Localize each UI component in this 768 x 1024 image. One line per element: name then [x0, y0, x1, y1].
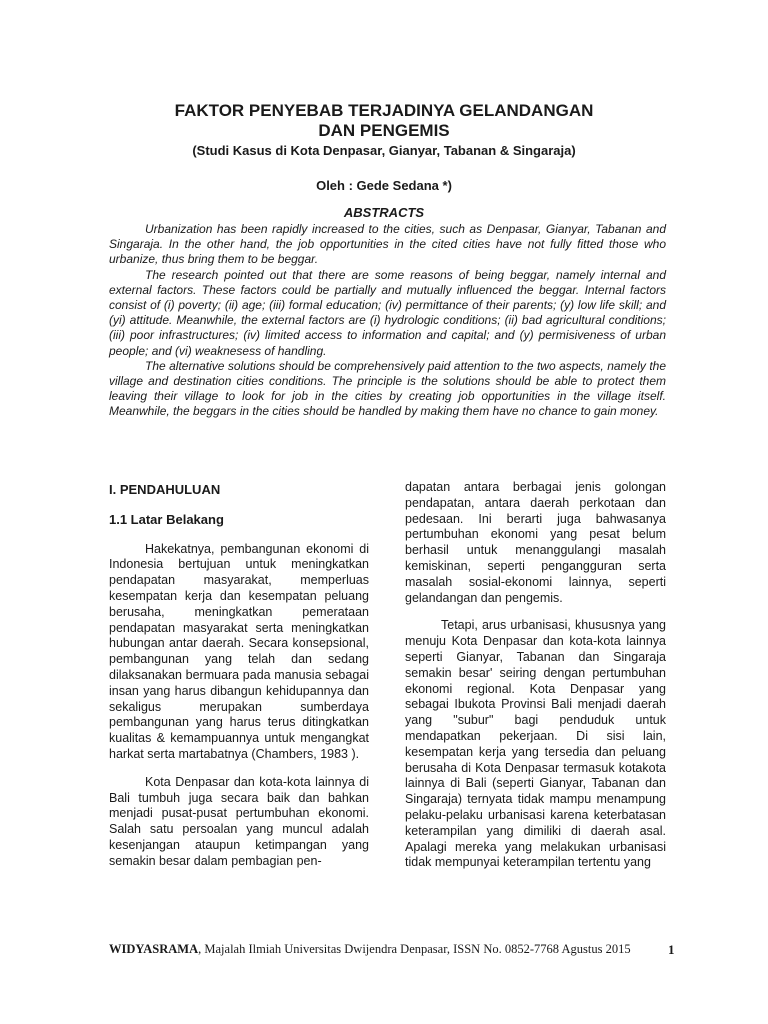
abstract-heading: ABSTRACTS — [343, 205, 425, 220]
title-line-2: DAN PENGEMIS — [318, 121, 450, 140]
section-heading: I. PENDAHULUAN — [109, 482, 221, 497]
abstract-paragraph-1: Urbanization has been rapidly increased to the cities, such as Denpasar, Gianyar, Tabanan and Singaraja. In the other hand, the job opportunities in the cited cities have not fully fitted those who urbanize, thus bring them to be beggar. — [109, 222, 666, 267]
author-line: Oleh : Gede Sedana *) — [316, 178, 452, 193]
page-footer — [109, 942, 649, 957]
body-paragraph-3: Tetapi, arus urbanisasi, khususnya yang menuju Kota Denpasar dan kota-kota lainnya seperti Gianyar, Tabanan dan Singaraja semakin besar' seiring dengan pertumbuhan ekonomi regional. Kota Denpasar yang sebagai Ibukota Provinsi Bali menjadi daerah yang "subur" bagi penduduk untuk mendapatkan pekerjaan. Di sisi lain, kesempatan kerja yang tersedia dan peluang berusaha di Kota Denpasar termasuk kotakota lainnya di Bali (seperti Gianyar, Tabanan dan Singaraja) ternyata tidak mampu menampung pelaku-pelaku urbanisasi karena keterbatasan keterampilan yang dimiliki di daerah asal. Apalagi mereka yang melakukan urbanisasi tidak mempunyai keterampilan tertentu yang — [405, 618, 666, 870]
subsection-heading: 1.1 Latar Belakang — [109, 511, 224, 527]
body-paragraph-1: Hakekatnya, pembangunan ekonomi di Indonesia bertujuan untuk meningkatkan pendapatan masyarakat, memperluas kesempatan kerja dan kesempatan peluang berusaha, meningkatkan pemerataan pendapatan masyarakat serta meningkatkan hubungan antar daerah. Secara konsepsional, pembangunan yang telah dan sedang dilaksanakan bermuara pada manusia sebagai insan yang harus dibangun kehidupannya dan sekaligus merupakan sumberdaya pembangunan yang harus terus ditingkatkan kualitas & kemampuannya untuk mengangkat harkat serta martabatnya (Chambers, 1983 ). — [109, 541, 369, 761]
left-column — [109, 480, 369, 882]
abstract-paragraph-3: The alternative solutions should be comprehensively paid attention to the two aspects, namely the village and destination cities conditions. The principle is the solutions should be able to protect them leaving their village to look for job in the cities by creating job opportunities in the village itself. Meanwhile, the beggars in the cities should be handled by making them have no chance to gain money. — [109, 358, 666, 419]
body-paragraph-2: Kota Denpasar dan kota-kota lainnya di Bali tumbuh juga secara baik dan bahkan menjadi pusat-pusat pertumbuhan ekonomi. Salah satu persoalan yang muncul adalah kesenjangan ataupun ketimpangan yang semakin besar dalam pembagian pen- — [109, 774, 369, 868]
journal-name: WIDYASRAMA — [109, 942, 199, 956]
title-line-1: FAKTOR PENYEBAB TERJADINYA GELANDANGAN — [174, 101, 594, 120]
page-number: 1 — [668, 942, 675, 957]
journal-details: , Majalah Ilmiah Universitas Dwijendra Denpasar, ISSN No. 0852-7768 Agustus 2015 — [198, 942, 631, 956]
abstract-paragraph-2: The research pointed out that there are some reasons of being beggar, namely internal and external factors. These factors could be partially and mutually influenced the beggar. Internal factors consist of (i) poverty; (ii) age; (iii) formal education; (iv) permittance of their parents; (y) low life skill; and (yi) attitude. Meanwhile, the external factors are (i) hydrologic conditions; (ii) bad agricultural conditions; (iii) poor infrastructures; (iv) limited access to information and capital; and (y) permisiveness of urban people; and (vi) weaknesess of handling. — [109, 267, 666, 358]
body-paragraph-continuation: dapatan antara berbagai jenis golongan pendapatan, antara daerah perkotaan dan pedesaan. Ini berarti juga bahwasanya pertumbuhan ekonomi yang pesat belum berhasil untuk menanggulangi masalah kemiskinan, seperti pengangguran serta masalah sosial-ekonomi lainnya, seperti gelandangan dan pengemis. — [405, 480, 666, 605]
paper-title — [100, 101, 668, 141]
abstract-body — [109, 222, 666, 420]
paper-subtitle: (Studi Kasus di Kota Denpasar, Gianyar, Tabanan & Singaraja) — [192, 143, 576, 158]
right-column — [405, 480, 666, 883]
